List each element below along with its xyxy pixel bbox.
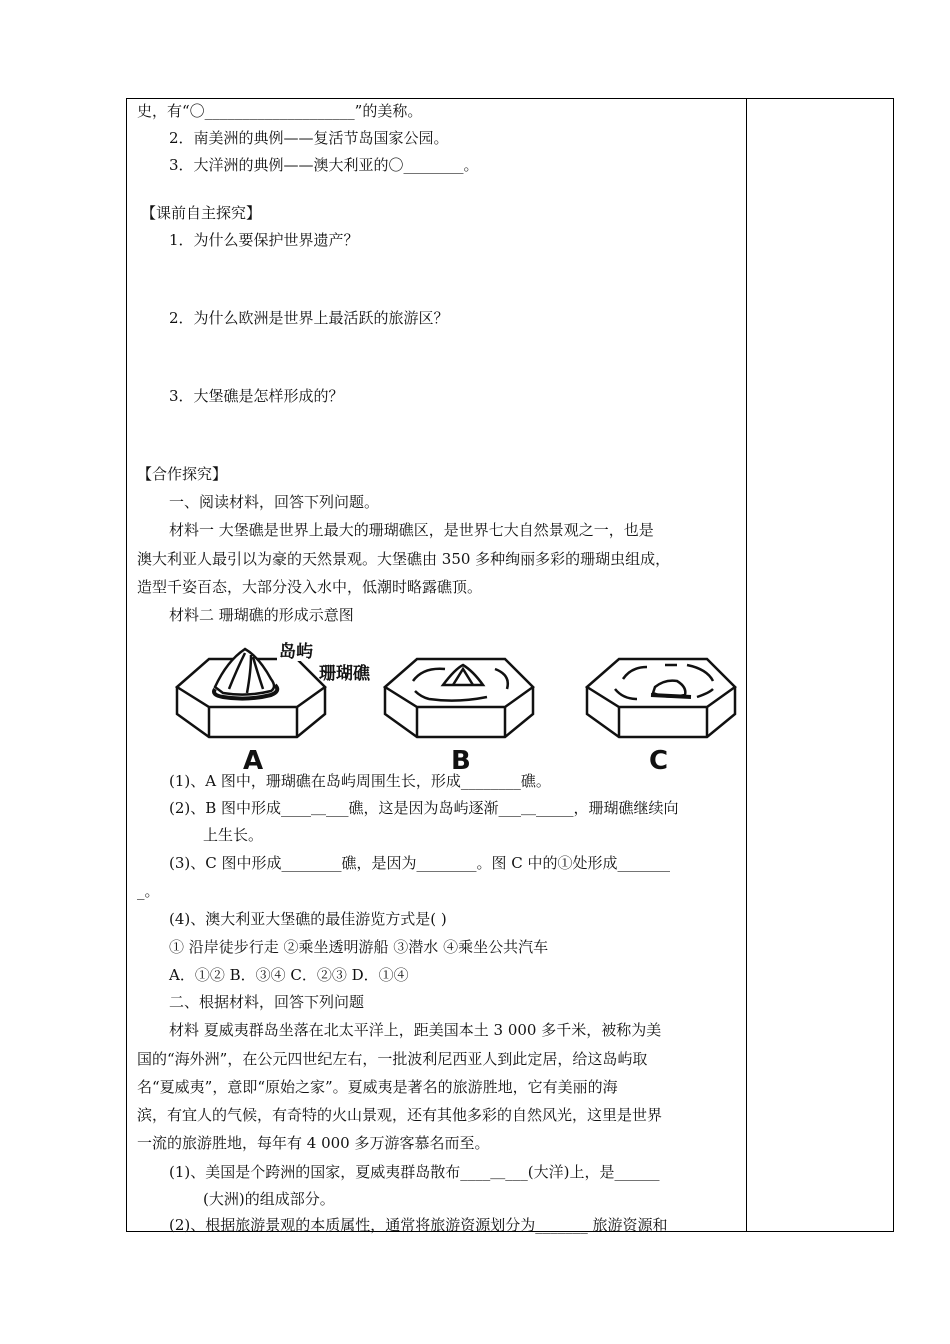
worksheet-table xyxy=(126,98,894,1232)
part2-question-1-line-1: (1)、美国是个跨洲的国家，夏威夷群岛散布____＿___(大洋)上，是______ xyxy=(169,1163,660,1181)
question-2-line-2: 上生长。 xyxy=(203,826,264,844)
intro-line-1: 史，有“〇____________________”的美称。 xyxy=(137,102,423,120)
question-2-line-1: (2)、B 图中形成____＿___礁，这是因为岛屿逐渐___＿_____，珊瑚礁继续向 xyxy=(169,799,679,817)
material2-title: 材料二 珊瑚礁的形成示意图 xyxy=(169,606,354,624)
question-4-choices: A．①② B．③④ C．②③ D．①④ xyxy=(169,966,409,984)
coop-heading: 【合作探究】 xyxy=(137,465,228,483)
island-label: 岛屿 xyxy=(279,642,313,662)
panel-c-label: C xyxy=(649,746,669,774)
part2-title: 二、根据材料，回答下列问题 xyxy=(169,993,365,1011)
panel-a-label: A xyxy=(243,746,264,774)
material-line-1: 材料 夏威夷群岛坐落在北太平洋上，距美国本土 3 000 多千米，被称为美 xyxy=(169,1021,662,1039)
part2-question-1-line-2: (大洲)的组成部分。 xyxy=(203,1190,335,1208)
intro-line-3: 3．大洋洲的典例——澳大利亚的〇________。 xyxy=(169,156,479,174)
panel-b-label: B xyxy=(451,746,471,774)
panel-c-platform xyxy=(587,659,735,737)
part1-title: 一、阅读材料，回答下列问题。 xyxy=(169,493,380,511)
question-3-line-2: _。 xyxy=(137,882,160,900)
pre-study-question-1: 1．为什么要保护世界遗产？ xyxy=(169,231,359,249)
material1-line-2: 澳大利亚人最引以为豪的天然景观。大堡礁由 350 多种绚丽多彩的珊瑚虫组成， xyxy=(137,550,671,568)
coral-reef-label: 珊瑚礁 xyxy=(319,664,370,684)
pre-study-heading: 【课前自主探究】 xyxy=(141,204,262,222)
material1-line-3: 造型千姿百态，大部分没入水中，低潮时略露礁顶。 xyxy=(137,578,483,596)
question-4-options: ① 沿岸徒步行走 ②乘坐透明游船 ③潜水 ④乘坐公共汽车 xyxy=(169,938,549,956)
material1-line-1: 材料一 大堡礁是世界上最大的珊瑚礁区，是世界七大自然景观之一，也是 xyxy=(169,521,654,539)
question-4: (4)、澳大利亚大堡礁的最佳游览方式是( ) xyxy=(169,910,447,928)
intro-line-2: 2．南美洲的典例——复活节岛国家公园。 xyxy=(169,129,449,147)
pre-study-question-3: 3．大堡礁是怎样形成的？ xyxy=(169,387,344,405)
question-3-line-1: (3)、C 图中形成________礁，是因为________。图 C 中的①处形成_______ xyxy=(169,854,671,872)
material-line-4: 滨，有宜人的气候，有奇特的火山景观，还有其他多彩的自然风光，这里是世界 xyxy=(137,1106,663,1124)
question-1: (1)、A 图中，珊瑚礁在岛屿周围生长，形成________礁。 xyxy=(169,772,551,790)
coral-reef-formation-diagram xyxy=(167,639,743,774)
column-divider xyxy=(746,99,747,1231)
panel-a-island xyxy=(214,649,277,699)
material-line-2: 国的“海外洲”，在公元四世纪左右，一批波利尼西亚人到此定居，给这岛屿取 xyxy=(137,1050,648,1068)
part2-question-2-line-1: (2)、根据旅游景观的本质属性，通常将旅游资源划分为_______ 旅游资源和 xyxy=(169,1216,668,1234)
material-line-5: 一流的旅游胜地，每年有 4 000 多万游客慕名而至。 xyxy=(137,1134,490,1152)
material-line-3: 名“夏威夷”，意即“原始之家”。夏威夷是著名的旅游胜地，它有美丽的海 xyxy=(137,1078,618,1096)
pre-study-question-2: 2．为什么欧洲是世界上最活跃的旅游区？ xyxy=(169,309,449,327)
